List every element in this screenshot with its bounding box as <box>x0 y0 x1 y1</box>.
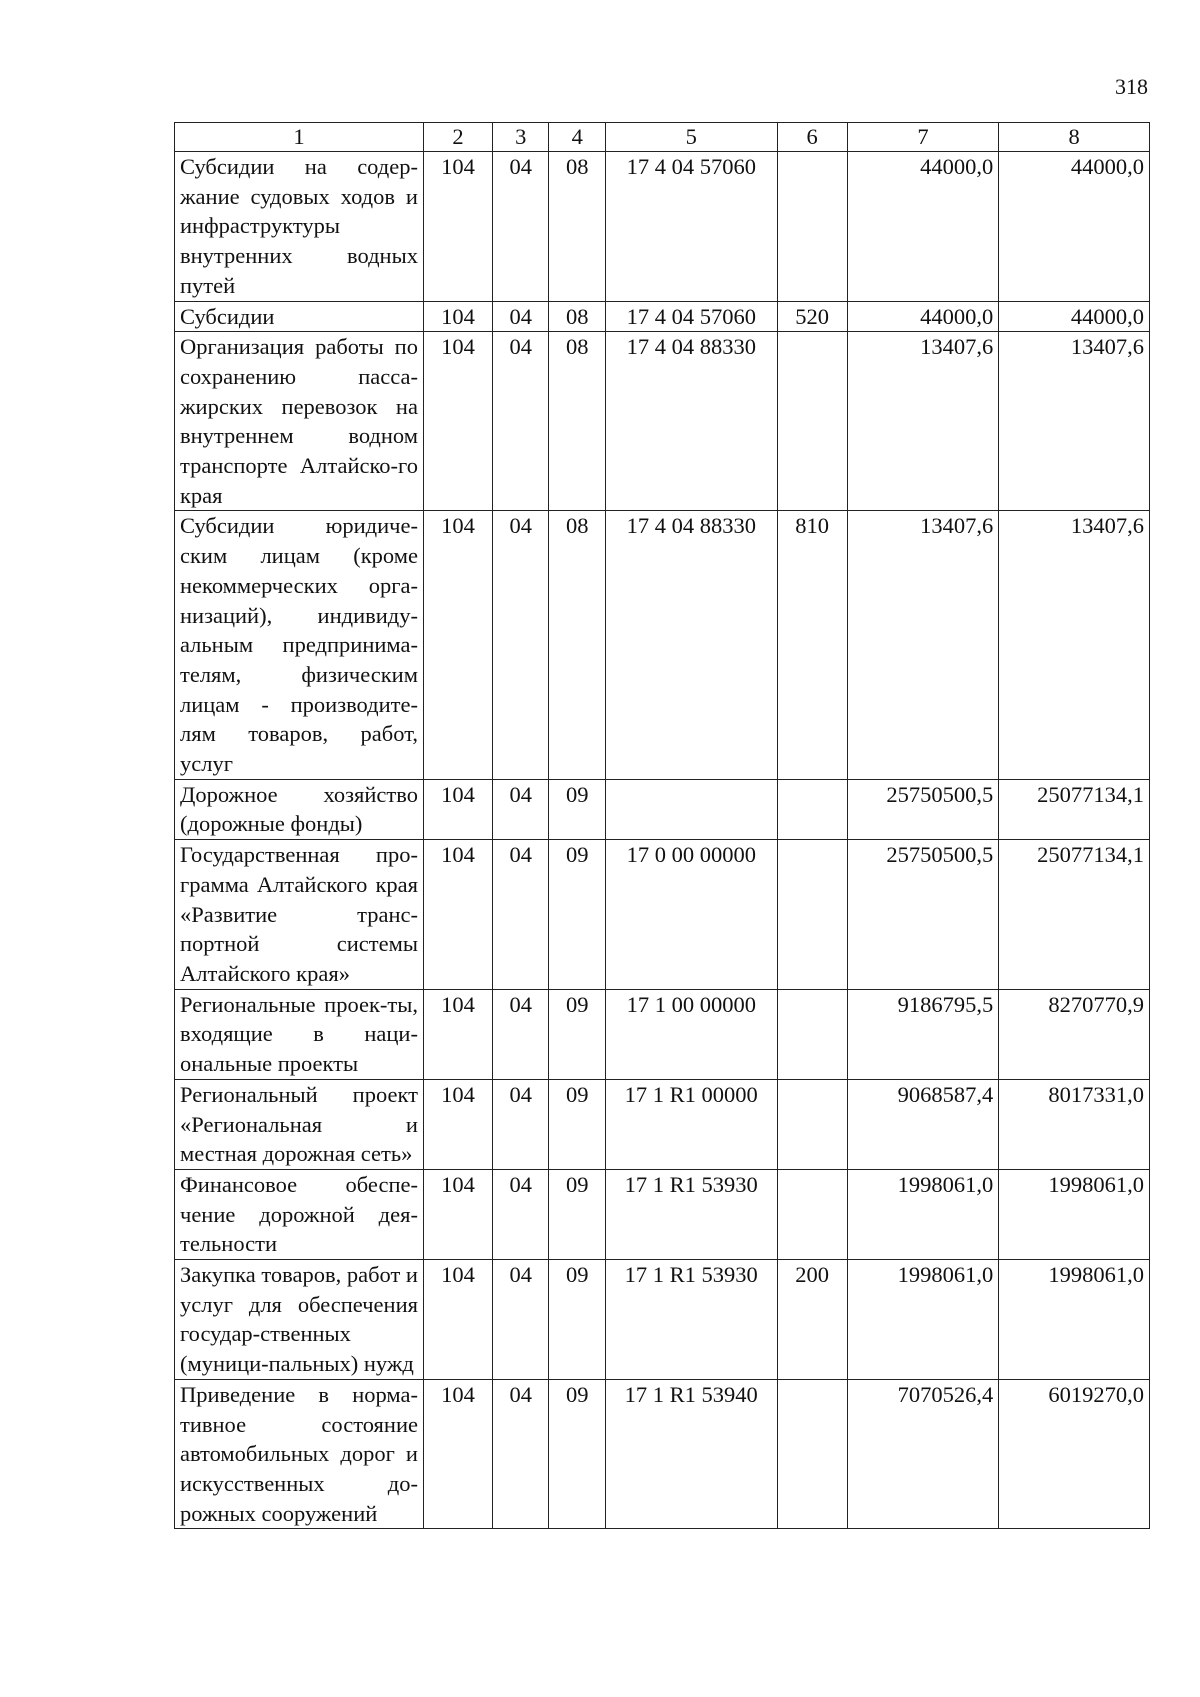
code-col4: 08 <box>549 152 605 302</box>
code-col3: 04 <box>493 779 549 839</box>
item-name: Субсидии на содер-жание судовых ходов и инфраструктуры внутренних водных путей <box>175 152 424 302</box>
table-row <box>175 511 1150 779</box>
amount-col8: 8270770,9 <box>999 989 1150 1079</box>
code-col2: 104 <box>423 1169 492 1259</box>
amount-col8: 13407,6 <box>999 332 1150 511</box>
code-col6 <box>777 152 847 302</box>
code-col3: 04 <box>493 152 549 302</box>
code-col4: 09 <box>549 1260 605 1380</box>
code-col3: 04 <box>493 1260 549 1380</box>
code-col6 <box>777 1079 847 1169</box>
code-col2: 104 <box>423 840 492 990</box>
item-name: Региональный проект «Региональная и местная дорожная сеть» <box>175 1079 424 1169</box>
amount-col8: 8017331,0 <box>999 1079 1150 1169</box>
code-col3: 04 <box>493 989 549 1079</box>
code-col4: 08 <box>549 332 605 511</box>
table-row <box>175 840 1150 990</box>
code-col6: 200 <box>777 1260 847 1380</box>
code-col6 <box>777 1379 847 1529</box>
code-col5: 17 1 R1 53930 <box>605 1260 777 1380</box>
item-name: Организация работы по сохранению пасса-жирских перевозок на внутреннем водном транспорте Алтайско-го края <box>175 332 424 511</box>
code-col6 <box>777 332 847 511</box>
item-name: Региональные проек-ты, входящие в наци-ональные проекты <box>175 989 424 1079</box>
amount-col7: 7070526,4 <box>847 1379 999 1529</box>
code-col5: 17 1 00 00000 <box>605 989 777 1079</box>
code-col3: 04 <box>493 1379 549 1529</box>
code-col4: 09 <box>549 989 605 1079</box>
code-col5: 17 4 04 57060 <box>605 301 777 332</box>
item-name: Субсидии юридиче-ским лицам (кроме некоммерческих орга-низаций), индивиду-альным предпринима-телям, физическим лицам - производите-лям товаров, работ, услуг <box>175 511 424 779</box>
column-header: 3 <box>493 123 549 152</box>
amount-col7: 9068587,4 <box>847 1079 999 1169</box>
amount-col7: 25750500,5 <box>847 840 999 990</box>
amount-col8: 13407,6 <box>999 511 1150 779</box>
item-name: Дорожное хозяйство (дорожные фонды) <box>175 779 424 839</box>
code-col4: 09 <box>549 1169 605 1259</box>
table-row <box>175 1169 1150 1259</box>
code-col3: 04 <box>493 511 549 779</box>
table-row <box>175 1079 1150 1169</box>
table-row <box>175 301 1150 332</box>
amount-col7: 13407,6 <box>847 511 999 779</box>
code-col6: 520 <box>777 301 847 332</box>
code-col6: 810 <box>777 511 847 779</box>
code-col2: 104 <box>423 332 492 511</box>
amount-col8: 1998061,0 <box>999 1169 1150 1259</box>
column-header: 2 <box>423 123 492 152</box>
code-col3: 04 <box>493 1079 549 1169</box>
item-name: Государственная про-грамма Алтайского края «Развитие транс-портной системы Алтайского края» <box>175 840 424 990</box>
column-header: 7 <box>847 123 999 152</box>
column-header: 8 <box>999 123 1150 152</box>
code-col6 <box>777 779 847 839</box>
item-name: Субсидии <box>175 301 424 332</box>
code-col3: 04 <box>493 1169 549 1259</box>
code-col4: 09 <box>549 840 605 990</box>
table-row <box>175 1260 1150 1380</box>
code-col4: 08 <box>549 511 605 779</box>
amount-col8: 25077134,1 <box>999 840 1150 990</box>
code-col5: 17 4 04 57060 <box>605 152 777 302</box>
code-col5: 17 1 R1 53940 <box>605 1379 777 1529</box>
amount-col7: 44000,0 <box>847 301 999 332</box>
column-header: 4 <box>549 123 605 152</box>
code-col6 <box>777 840 847 990</box>
amount-col7: 25750500,5 <box>847 779 999 839</box>
code-col2: 104 <box>423 1079 492 1169</box>
code-col5: 17 4 04 88330 <box>605 332 777 511</box>
column-header: 5 <box>605 123 777 152</box>
code-col6 <box>777 989 847 1079</box>
column-header: 6 <box>777 123 847 152</box>
code-col4: 09 <box>549 779 605 839</box>
code-col5: 17 4 04 88330 <box>605 511 777 779</box>
code-col4: 08 <box>549 301 605 332</box>
code-col3: 04 <box>493 301 549 332</box>
code-col5: 17 1 R1 53930 <box>605 1169 777 1259</box>
code-col4: 09 <box>549 1079 605 1169</box>
code-col2: 104 <box>423 989 492 1079</box>
amount-col7: 1998061,0 <box>847 1260 999 1380</box>
amount-col8: 6019270,0 <box>999 1379 1150 1529</box>
table-row <box>175 779 1150 839</box>
code-col2: 104 <box>423 301 492 332</box>
code-col3: 04 <box>493 332 549 511</box>
header-row <box>175 123 1150 152</box>
code-col5: 17 0 00 00000 <box>605 840 777 990</box>
code-col5 <box>605 779 777 839</box>
budget-table <box>174 122 1150 1529</box>
code-col5: 17 1 R1 00000 <box>605 1079 777 1169</box>
amount-col7: 44000,0 <box>847 152 999 302</box>
amount-col7: 1998061,0 <box>847 1169 999 1259</box>
amount-col8: 25077134,1 <box>999 779 1150 839</box>
item-name: Закупка товаров, работ и услуг для обеспечения государ-ственных (муници-пальных) нужд <box>175 1260 424 1380</box>
code-col2: 104 <box>423 152 492 302</box>
amount-col8: 44000,0 <box>999 301 1150 332</box>
amount-col8: 44000,0 <box>999 152 1150 302</box>
table-row <box>175 989 1150 1079</box>
code-col2: 104 <box>423 511 492 779</box>
item-name: Приведение в норма-тивное состояние автомобильных дорог и искусственных до-рожных сооружений <box>175 1379 424 1529</box>
code-col3: 04 <box>493 840 549 990</box>
code-col2: 104 <box>423 1260 492 1380</box>
table-row <box>175 332 1150 511</box>
amount-col7: 13407,6 <box>847 332 999 511</box>
amount-col8: 1998061,0 <box>999 1260 1150 1380</box>
item-name: Финансовое обеспе-чение дорожной дея-тельности <box>175 1169 424 1259</box>
table-row <box>175 1379 1150 1529</box>
code-col4: 09 <box>549 1379 605 1529</box>
code-col2: 104 <box>423 779 492 839</box>
table-row <box>175 152 1150 302</box>
page-number: 318 <box>1115 74 1148 99</box>
amount-col7: 9186795,5 <box>847 989 999 1079</box>
code-col6 <box>777 1169 847 1259</box>
code-col2: 104 <box>423 1379 492 1529</box>
column-header: 1 <box>175 123 424 152</box>
